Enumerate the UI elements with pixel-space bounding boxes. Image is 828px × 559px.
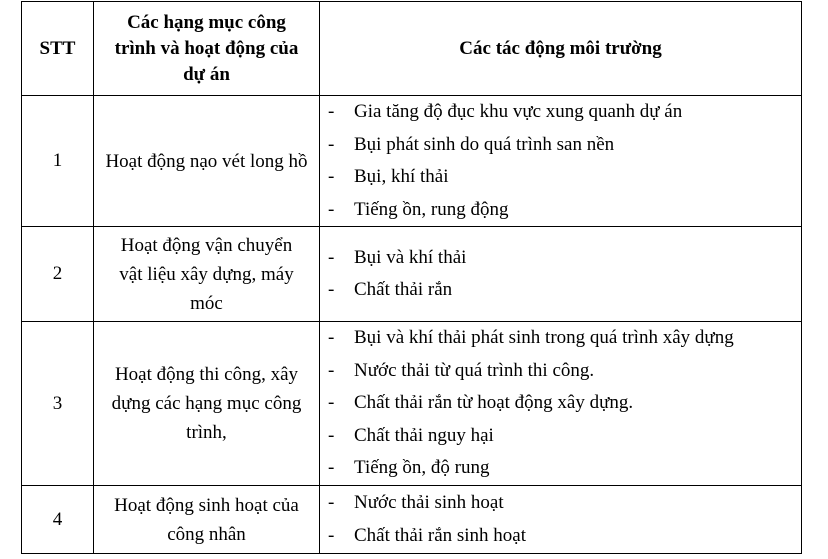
row-number: 2: [22, 227, 94, 322]
project-activity: [94, 96, 320, 227]
impact-text: Chất thải rắn sinh hoạt: [354, 524, 527, 546]
impact-cell: [320, 96, 802, 227]
list-item: [320, 452, 801, 485]
table-row: [22, 96, 802, 227]
row-number: 3: [22, 322, 94, 486]
impact-text: Tiếng ồn, rung động: [354, 198, 509, 220]
bullet-dash: -: [328, 392, 335, 414]
impact-text: Chất thải rắn: [354, 279, 453, 300]
table-row: [22, 227, 802, 322]
bullet-dash: -: [328, 246, 335, 268]
project-activity-text: Hoạt động sinh hoạt của công nhân: [114, 494, 299, 545]
bullet-dash: -: [328, 279, 335, 300]
list-item: [320, 387, 801, 420]
table-row: [22, 486, 802, 554]
bullet-dash: -: [328, 327, 335, 349]
list-item: [320, 129, 801, 162]
impact-list: [320, 487, 801, 552]
project-activity-text: Hoạt động vận chuyển vật liệu xây dựng, máy móc: [119, 234, 294, 314]
bullet-dash: -: [328, 492, 335, 513]
project-activity: [94, 227, 320, 322]
impact-cell: [320, 227, 802, 322]
project-activity: [94, 486, 320, 554]
header-environmental-impacts: Các tác động môi trường: [320, 2, 802, 96]
list-item: [320, 161, 801, 194]
bullet-dash: -: [328, 198, 335, 220]
row-number: 1: [22, 96, 94, 227]
list-item: [320, 487, 801, 520]
list-item: [320, 274, 801, 307]
environmental-impact-table: [21, 1, 802, 554]
impact-text: Nước thải từ quá trình thi công.: [354, 359, 595, 381]
impact-text: Bụi, khí thải: [354, 166, 449, 187]
impact-cell: [320, 322, 802, 486]
bullet-dash: -: [328, 133, 335, 155]
project-activity: [94, 322, 320, 486]
bullet-dash: -: [328, 524, 335, 546]
bullet-dash: -: [328, 359, 335, 381]
impact-list: [320, 96, 801, 226]
list-item: [320, 194, 801, 227]
impact-list: [320, 242, 801, 307]
impact-text: Bụi và khí thải: [354, 246, 467, 268]
impact-text: Chất thải rắn từ hoạt động xây dựng.: [354, 392, 634, 414]
header-project-items: [94, 2, 320, 96]
list-item: [320, 420, 801, 453]
table-row: [22, 322, 802, 486]
list-item: [320, 242, 801, 275]
impact-text: Tiếng ồn, độ rung: [354, 457, 490, 479]
header-stt: STT: [22, 2, 94, 96]
impact-list: [320, 322, 801, 485]
project-activity-text: Hoạt động thi công, xây dựng các hạng mục công trình,: [111, 364, 302, 443]
impact-cell: [320, 486, 802, 554]
list-item: [320, 355, 801, 388]
impact-text: Bụi và khí thải phát sinh trong quá trình xây dựng: [354, 327, 734, 349]
list-item: [320, 96, 801, 129]
impact-text: Chất thải nguy hại: [354, 424, 494, 446]
project-activity-text: Hoạt động nạo vét long hồ: [105, 150, 308, 172]
list-item: [320, 322, 801, 355]
impact-text: Gia tăng độ đục khu vực xung quanh dự án: [354, 101, 683, 122]
bullet-dash: -: [328, 424, 335, 446]
impact-text: Nước thải sinh hoạt: [354, 492, 504, 513]
bullet-dash: -: [328, 166, 335, 187]
list-item: [320, 520, 801, 553]
table-header-row: [22, 2, 802, 96]
header-project-items-text: Các hạng mục công trình và hoạt động của dự án: [114, 11, 299, 85]
bullet-dash: -: [328, 101, 335, 122]
impact-text: Bụi phát sinh do quá trình san nền: [354, 133, 615, 155]
bullet-dash: -: [328, 457, 335, 479]
row-number: 4: [22, 486, 94, 554]
